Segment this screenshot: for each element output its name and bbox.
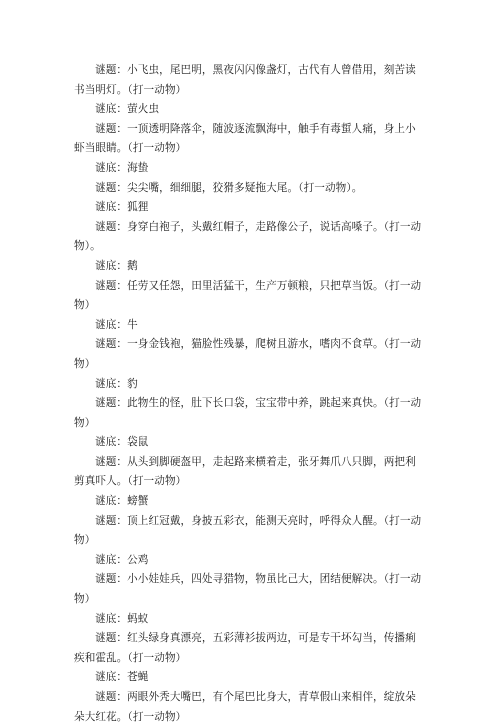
riddle-question: 谜题：从头到脚硬盔甲，走起路来横着走，张牙舞爪八只脚，两把利剪真吓人。（打一动物） xyxy=(74,455,416,488)
riddle-question: 谜题：一身金钱袍，猫脸性残暴，爬树且游水，嗜肉不食草。（打一动物） xyxy=(74,338,422,370)
riddle-question: 谜题：小小娃娃兵，四处寻猎物，物虽比己大，团结便解决。（打一动物） xyxy=(74,573,422,606)
riddle-answer: 谜底：公鸡 xyxy=(95,553,149,566)
riddle-question: 谜题：顶上红冠戴，身披五彩衣，能测天亮时，呼得众人醒。（打一动物） xyxy=(74,514,422,547)
riddle-question: 谜题：身穿白袍子，头戴红帽子，走路像公子，说话高嗓子。（打一动物）。 xyxy=(74,220,422,253)
riddle-answer: 谜底：蚂蚁 xyxy=(95,612,149,625)
riddle-answer: 谜底：牛 xyxy=(95,318,138,331)
riddle-question: 谜题：小飞虫，尾巴明，黑夜闪闪像盏灯，古代有人曾借用，刻苦读书当明灯。（打一动物） xyxy=(74,64,416,96)
riddle-answer: 谜底：苍蝇 xyxy=(95,671,149,684)
riddle-question: 谜题：红头绿身真漂亮，五彩薄衫拔两边，可是专干坏勾当，传播痢疾和霍乱。（打一动物） xyxy=(74,632,416,664)
riddle-question: 谜题：此物生的怪，肚下长口袋，宝宝带中养，跳起来真快。（打一动物） xyxy=(74,397,422,429)
riddle-question: 谜题：两眼外秃大嘴巴，有个尾巴比身大，青草假山来相伴，绽放朵朵大红花。（打一动物） xyxy=(74,691,416,723)
riddle-answer: 谜底：海蛰 xyxy=(95,161,149,174)
riddle-answer: 谜底：狐狸 xyxy=(95,201,149,214)
riddle-answer: 谜底：螃蟹 xyxy=(95,495,149,508)
riddle-answer: 谜底：萤火虫 xyxy=(95,103,160,116)
riddle-question: 谜题：尖尖嘴，细细腿，狡猾多疑拖大尾。（打一动物）。 xyxy=(95,181,363,194)
riddle-answer: 谜底：豹 xyxy=(95,377,138,390)
riddle-question: 谜题：任劳又任怨，田里活猛干，生产万顿粮，只把草当饭。（打一动物） xyxy=(74,279,422,312)
riddle-answer: 谜底：鹅 xyxy=(95,259,138,272)
riddle-list xyxy=(74,61,426,727)
riddle-answer: 谜底：袋鼠 xyxy=(95,436,149,449)
riddle-question: 谜题：一顶透明降落伞，随波逐流飘海中，触手有毒蜇人痛，身上小虾当眼睛。（打一动物） xyxy=(74,122,416,155)
